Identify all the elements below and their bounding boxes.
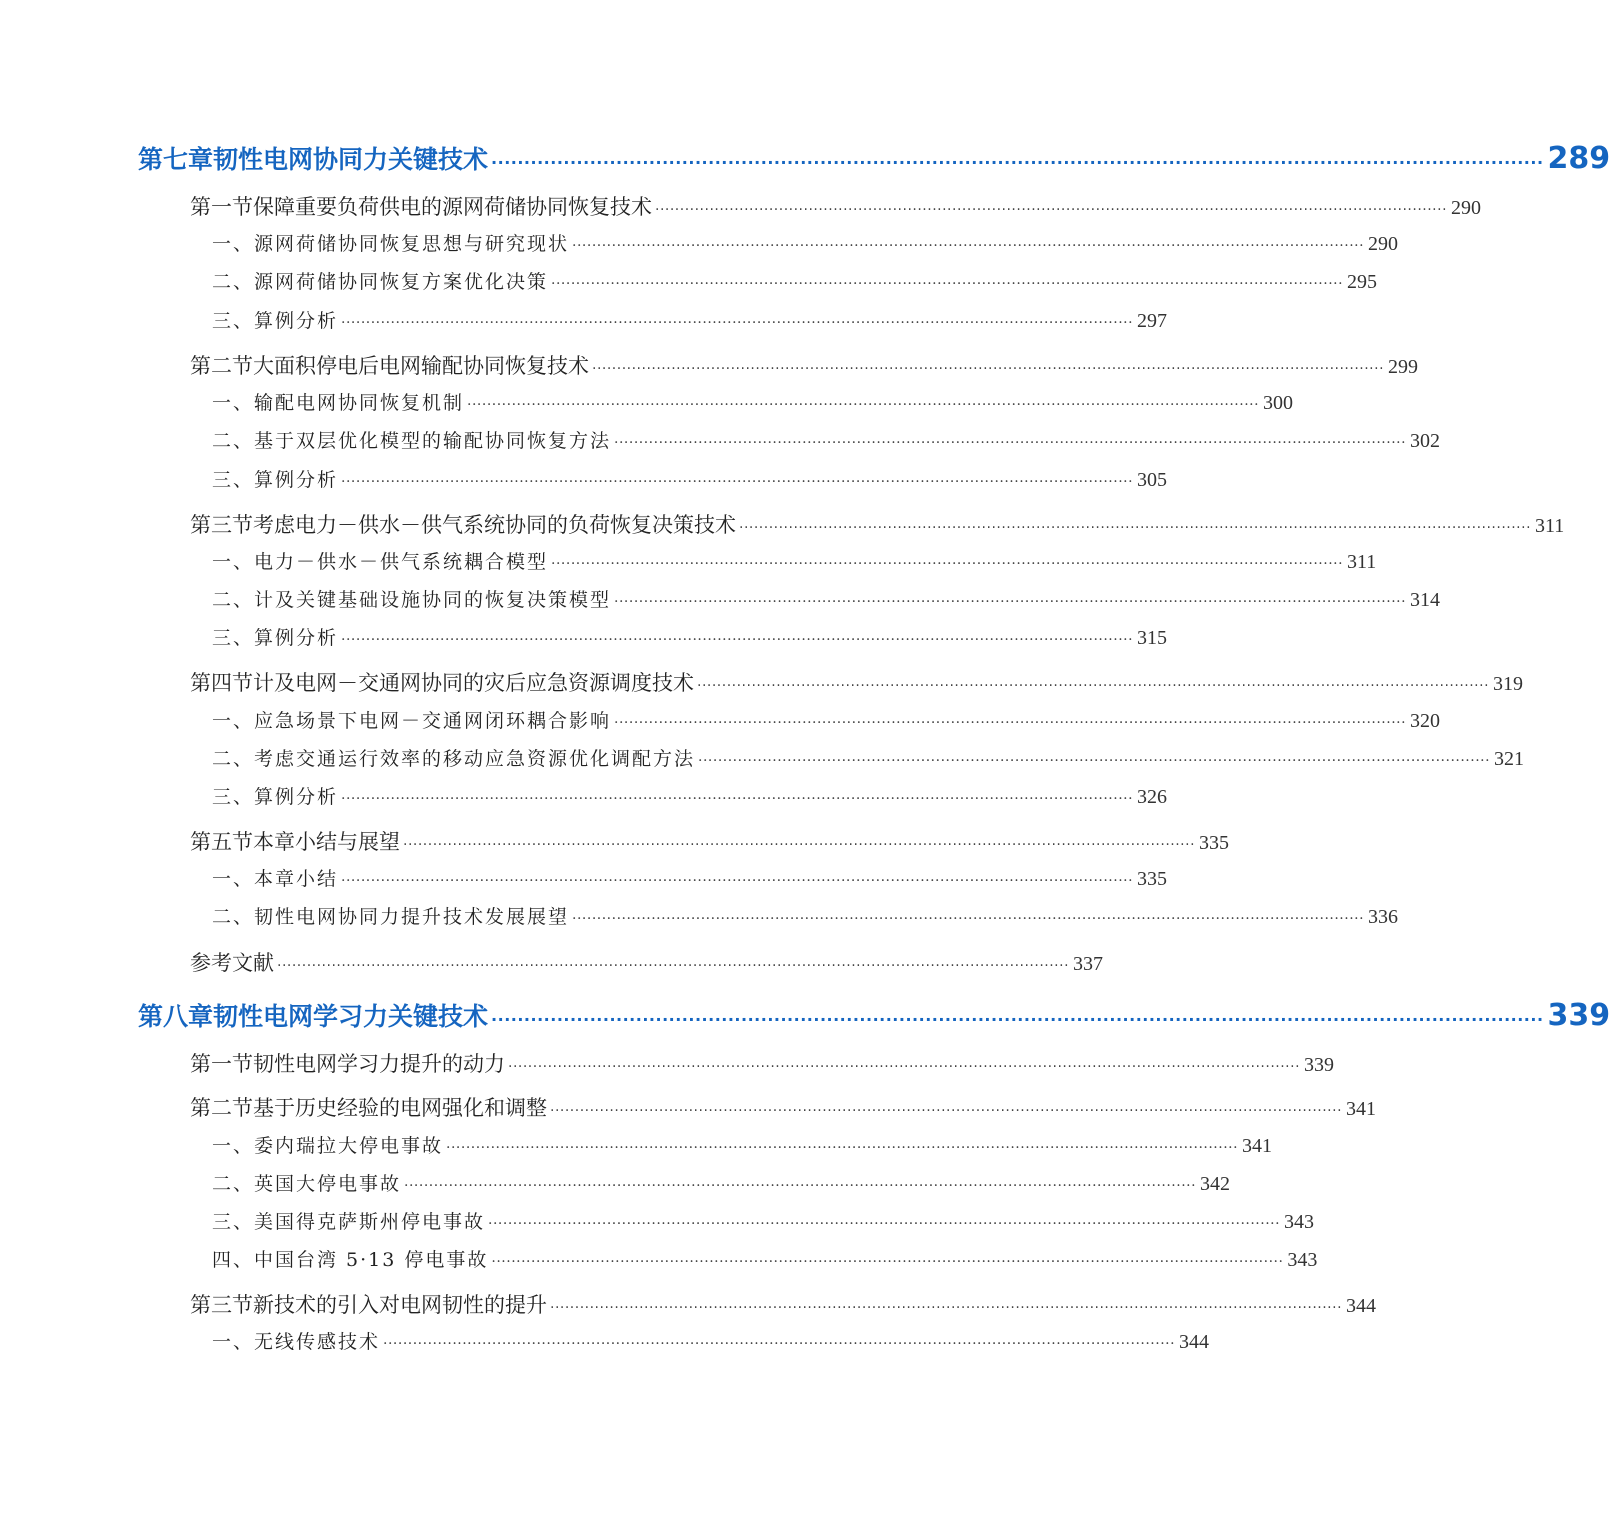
toc-subsection-entry	[212, 1327, 1210, 1361]
toc-subsection-entry	[212, 306, 1168, 340]
toc-subsection-entry	[212, 1245, 1318, 1279]
toc-subsection-entry	[212, 902, 1399, 936]
dot-leader: ································································································································································	[277, 958, 1070, 974]
page-number: 311	[1347, 551, 1377, 573]
toc-section-entry	[190, 350, 1419, 384]
section-label: 第五节	[190, 830, 253, 854]
page-number: 339	[1547, 998, 1610, 1033]
toc-subsection-entry	[212, 267, 1378, 301]
dot-leader: ································································································································································	[551, 276, 1344, 292]
dot-leader: ································································································································································	[341, 315, 1134, 331]
dot-leader: ································································································································································	[491, 1010, 1544, 1029]
toc-entry-title: 考虑电力－供水－供气系统协同的负荷恢复决策技术	[253, 513, 736, 537]
dot-leader: ································································································································································	[403, 837, 1196, 853]
dot-leader: ································································································································································	[592, 361, 1385, 377]
dot-leader: ································································································································································	[341, 632, 1134, 648]
page-number: 335	[1137, 868, 1168, 890]
toc-entry-title: 计及电网－交通网协同的灾后应急资源调度技术	[253, 671, 694, 695]
dot-leader: ································································································································································	[341, 791, 1134, 807]
toc-entry-title: 三、算例分析	[212, 310, 339, 332]
toc-entry-title: 一、委内瑞拉大停电事故	[212, 1135, 444, 1157]
dot-leader: ································································································································································	[404, 1178, 1197, 1194]
dot-leader: ································································································································································	[488, 1216, 1281, 1232]
page-number: 297	[1137, 310, 1168, 332]
toc-entry-title: 二、基于双层优化模型的输配协同恢复方法	[212, 430, 612, 452]
page-number: 290	[1451, 197, 1482, 219]
dot-leader: ································································································································································	[491, 153, 1544, 172]
page-number: 336	[1368, 906, 1399, 928]
toc-subsection-entry	[212, 229, 1399, 263]
page-number: 344	[1346, 1295, 1377, 1317]
toc-entry-title: 基于历史经验的电网强化和调整	[253, 1096, 547, 1120]
toc-subsection-entry	[212, 1131, 1273, 1165]
page-number: 341	[1346, 1098, 1377, 1120]
page-number: 290	[1368, 233, 1399, 255]
dot-leader: ································································································································································	[446, 1140, 1239, 1156]
toc-entry-title: 一、无线传感技术	[212, 1331, 381, 1353]
toc-entry-title: 韧性电网协同力关键技术	[213, 145, 489, 174]
toc-subsection-entry	[212, 1169, 1231, 1203]
section-label: 第一节	[190, 195, 253, 219]
page-number: 289	[1547, 141, 1610, 176]
dot-leader: ································································································································································	[508, 1059, 1301, 1075]
page-number: 339	[1304, 1054, 1335, 1076]
dot-leader: ································································································································································	[467, 397, 1260, 413]
toc-subsection-entry	[212, 585, 1441, 619]
toc-subsection-entry	[212, 465, 1168, 499]
page-number: 344	[1179, 1331, 1210, 1353]
dot-leader: ································································································································································	[341, 873, 1134, 889]
toc-entry-title: 四、中国台湾 5·13 停电事故	[212, 1249, 489, 1271]
page-number: 302	[1410, 430, 1441, 452]
page-number: 337	[1073, 953, 1104, 975]
toc-section-entry	[190, 191, 1482, 225]
page-number: 295	[1347, 271, 1378, 293]
toc-subsection-entry	[212, 744, 1525, 778]
toc-entry-title: 韧性电网学习力提升的动力	[253, 1052, 505, 1076]
dot-leader: ································································································································································	[551, 556, 1344, 572]
toc-subsection-entry	[212, 623, 1168, 657]
section-label: 第三节	[190, 513, 253, 537]
toc-entry-title: 一、本章小结	[212, 868, 339, 890]
section-label: 第一节	[190, 1052, 253, 1076]
dot-leader: ································································································································································	[550, 1300, 1343, 1316]
page-number: 343	[1284, 1211, 1315, 1233]
page-number: 305	[1137, 469, 1168, 491]
dot-leader: ································································································································································	[739, 520, 1532, 536]
toc-entry-title: 一、应急场景下电网－交通网闭环耦合影响	[212, 710, 612, 732]
section-label: 第二节	[190, 1096, 253, 1120]
dot-leader: ································································································································································	[614, 594, 1407, 610]
dot-leader: ································································································································································	[341, 474, 1134, 490]
page-number: 335	[1199, 832, 1230, 854]
page-number: 326	[1137, 786, 1168, 808]
toc-subsection-entry	[212, 864, 1168, 898]
page-number: 343	[1287, 1249, 1318, 1271]
page-number: 341	[1242, 1135, 1273, 1157]
chapter-label: 第七章	[138, 145, 214, 174]
toc-entry-title: 二、计及关键基础设施协同的恢复决策模型	[212, 589, 612, 611]
dot-leader: ································································································································································	[383, 1336, 1176, 1352]
toc-entry-title: 一、电力－供水－供气系统耦合模型	[212, 551, 549, 573]
page-number: 320	[1410, 710, 1441, 732]
toc-entry-title: 一、输配电网协同恢复机制	[212, 392, 465, 414]
toc-chapter-entry	[138, 997, 1610, 1041]
toc-subsection-entry	[212, 1207, 1315, 1241]
dot-leader: ································································································································································	[655, 202, 1448, 218]
toc-entry-title: 一、源网荷储协同恢复思想与研究现状	[212, 233, 570, 255]
page-number: 342	[1200, 1173, 1231, 1195]
toc-section-entry	[190, 1048, 1335, 1082]
toc-section-entry	[190, 667, 1524, 701]
toc-section-entry	[190, 1289, 1377, 1323]
toc-entry-title: 三、算例分析	[212, 627, 339, 649]
toc-entry-title: 二、源网荷储协同恢复方案优化决策	[212, 271, 549, 293]
toc-entry-title: 韧性电网学习力关键技术	[213, 1002, 489, 1031]
dot-leader: ································································································································································	[572, 911, 1365, 927]
toc-entry-title: 本章小结与展望	[253, 830, 400, 854]
page-number: 311	[1535, 515, 1565, 537]
page-number: 319	[1493, 673, 1524, 695]
toc-subsection-entry	[212, 388, 1294, 422]
page-number: 315	[1137, 627, 1168, 649]
toc-entry-title: 保障重要负荷供电的源网荷储协同恢复技术	[253, 195, 652, 219]
dot-leader: ································································································································································	[697, 678, 1490, 694]
toc-entry-title: 二、英国大停电事故	[212, 1173, 402, 1195]
dot-leader: ································································································································································	[614, 435, 1407, 451]
toc-entry-title: 三、美国得克萨斯州停电事故	[212, 1211, 486, 1233]
section-label: 第二节	[190, 354, 253, 378]
toc-subsection-entry	[212, 706, 1441, 740]
toc-subsection-entry	[212, 782, 1168, 816]
toc-entry-title: 三、算例分析	[212, 786, 339, 808]
page-number: 300	[1263, 392, 1294, 414]
section-label: 第四节	[190, 671, 253, 695]
page-number: 314	[1410, 589, 1441, 611]
page-number: 299	[1388, 356, 1419, 378]
toc-entry-title: 新技术的引入对电网韧性的提升	[253, 1293, 547, 1317]
toc-section-entry	[190, 509, 1565, 543]
dot-leader: ································································································································································	[491, 1254, 1284, 1270]
toc-subsection-entry	[212, 547, 1377, 581]
dot-leader: ································································································································································	[698, 753, 1491, 769]
toc-chapter-entry	[138, 140, 1610, 184]
dot-leader: ································································································································································	[572, 238, 1365, 254]
page-number: 321	[1494, 748, 1525, 770]
toc-section-entry	[190, 1092, 1377, 1126]
toc-entry-title: 参考文献	[190, 951, 274, 975]
toc-entry-title: 三、算例分析	[212, 469, 339, 491]
toc-section-entry	[190, 947, 1104, 981]
toc-entry-title: 大面积停电后电网输配协同恢复技术	[253, 354, 589, 378]
section-label: 第三节	[190, 1293, 253, 1317]
toc-entry-title: 二、考虑交通运行效率的移动应急资源优化调配方法	[212, 748, 696, 770]
toc-subsection-entry	[212, 426, 1441, 460]
toc-entry-title: 二、韧性电网协同力提升技术发展展望	[212, 906, 570, 928]
toc-section-entry	[190, 826, 1230, 860]
dot-leader: ································································································································································	[550, 1103, 1343, 1119]
dot-leader: ································································································································································	[614, 715, 1407, 731]
chapter-label: 第八章	[138, 1002, 214, 1031]
